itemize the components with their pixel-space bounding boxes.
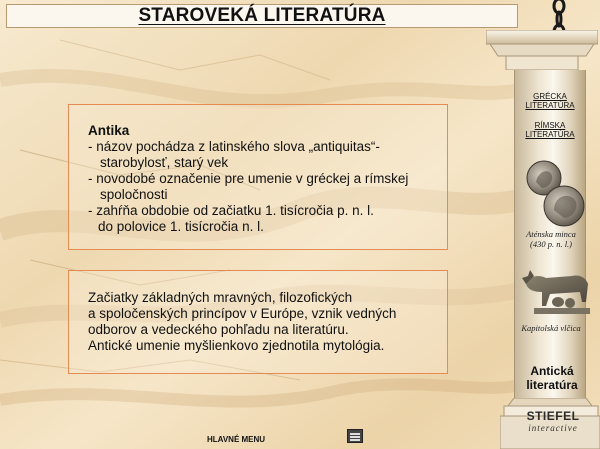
column-capital bbox=[486, 30, 598, 70]
principles-line: Začiatky základných mravných, filozofických bbox=[88, 290, 353, 305]
page-title-text: STAROVEKÁ LITERATÚRA bbox=[138, 5, 386, 26]
principles-line: Antické umenie myšlienkovo zjednotila mytológia. bbox=[88, 338, 385, 353]
antika-line: - názov pochádza z latinského slova „antiquitas“- bbox=[88, 139, 380, 154]
antika-line: starobylosť, starý vek bbox=[100, 155, 229, 170]
main-menu-link[interactable]: HLAVNÉ MENU bbox=[207, 435, 266, 444]
nav-greek-literature[interactable] bbox=[518, 92, 582, 110]
nav-roman-line2: LITERATÚRA bbox=[525, 130, 575, 139]
wolf-caption: Kapitolská vlčica bbox=[521, 323, 581, 333]
section-name bbox=[516, 364, 588, 392]
antika-line: - novodobé označenie pre umenie v gréckej a rímskej bbox=[88, 171, 409, 186]
main-menu-icon[interactable] bbox=[347, 429, 363, 443]
nav-greek-line2: LITERATÚRA bbox=[525, 101, 575, 110]
antika-heading: Antika bbox=[88, 123, 130, 138]
nav-roman-literature[interactable] bbox=[518, 121, 582, 139]
principles-text bbox=[88, 290, 438, 354]
antika-line: do polovice 1. tisícročia n. l. bbox=[98, 219, 264, 234]
coin-caption-line1: Aténska minca bbox=[526, 229, 576, 239]
wolf-statue-image bbox=[520, 262, 594, 320]
antika-line: - zahŕňa obdobie od začiatku 1. tisícročia p. n. l. bbox=[88, 203, 374, 218]
antika-text bbox=[88, 123, 438, 235]
section-name-line1: Antická bbox=[530, 364, 574, 378]
coin-caption-line2: (430 p. n. l.) bbox=[529, 239, 573, 249]
coin-image bbox=[524, 158, 590, 230]
brand-logo: STIEFEL bbox=[526, 409, 580, 423]
coin-caption bbox=[516, 229, 586, 249]
menu-glyph-icon bbox=[348, 431, 362, 443]
page-title bbox=[6, 4, 518, 28]
brand-logo-sub: interactive bbox=[528, 423, 578, 433]
nav-greek-line1: GRÉCKA bbox=[533, 92, 567, 101]
principles-line: odborov a vedeckého pohľadu na literatúru. bbox=[88, 322, 349, 337]
nav-roman-line1: RÍMSKA bbox=[534, 121, 566, 130]
section-name-line2: literatúra bbox=[526, 378, 578, 392]
antika-line: spoločnosti bbox=[100, 187, 168, 202]
principles-line: a spoločenských princípov v Európe, vznik vedných bbox=[88, 306, 397, 321]
